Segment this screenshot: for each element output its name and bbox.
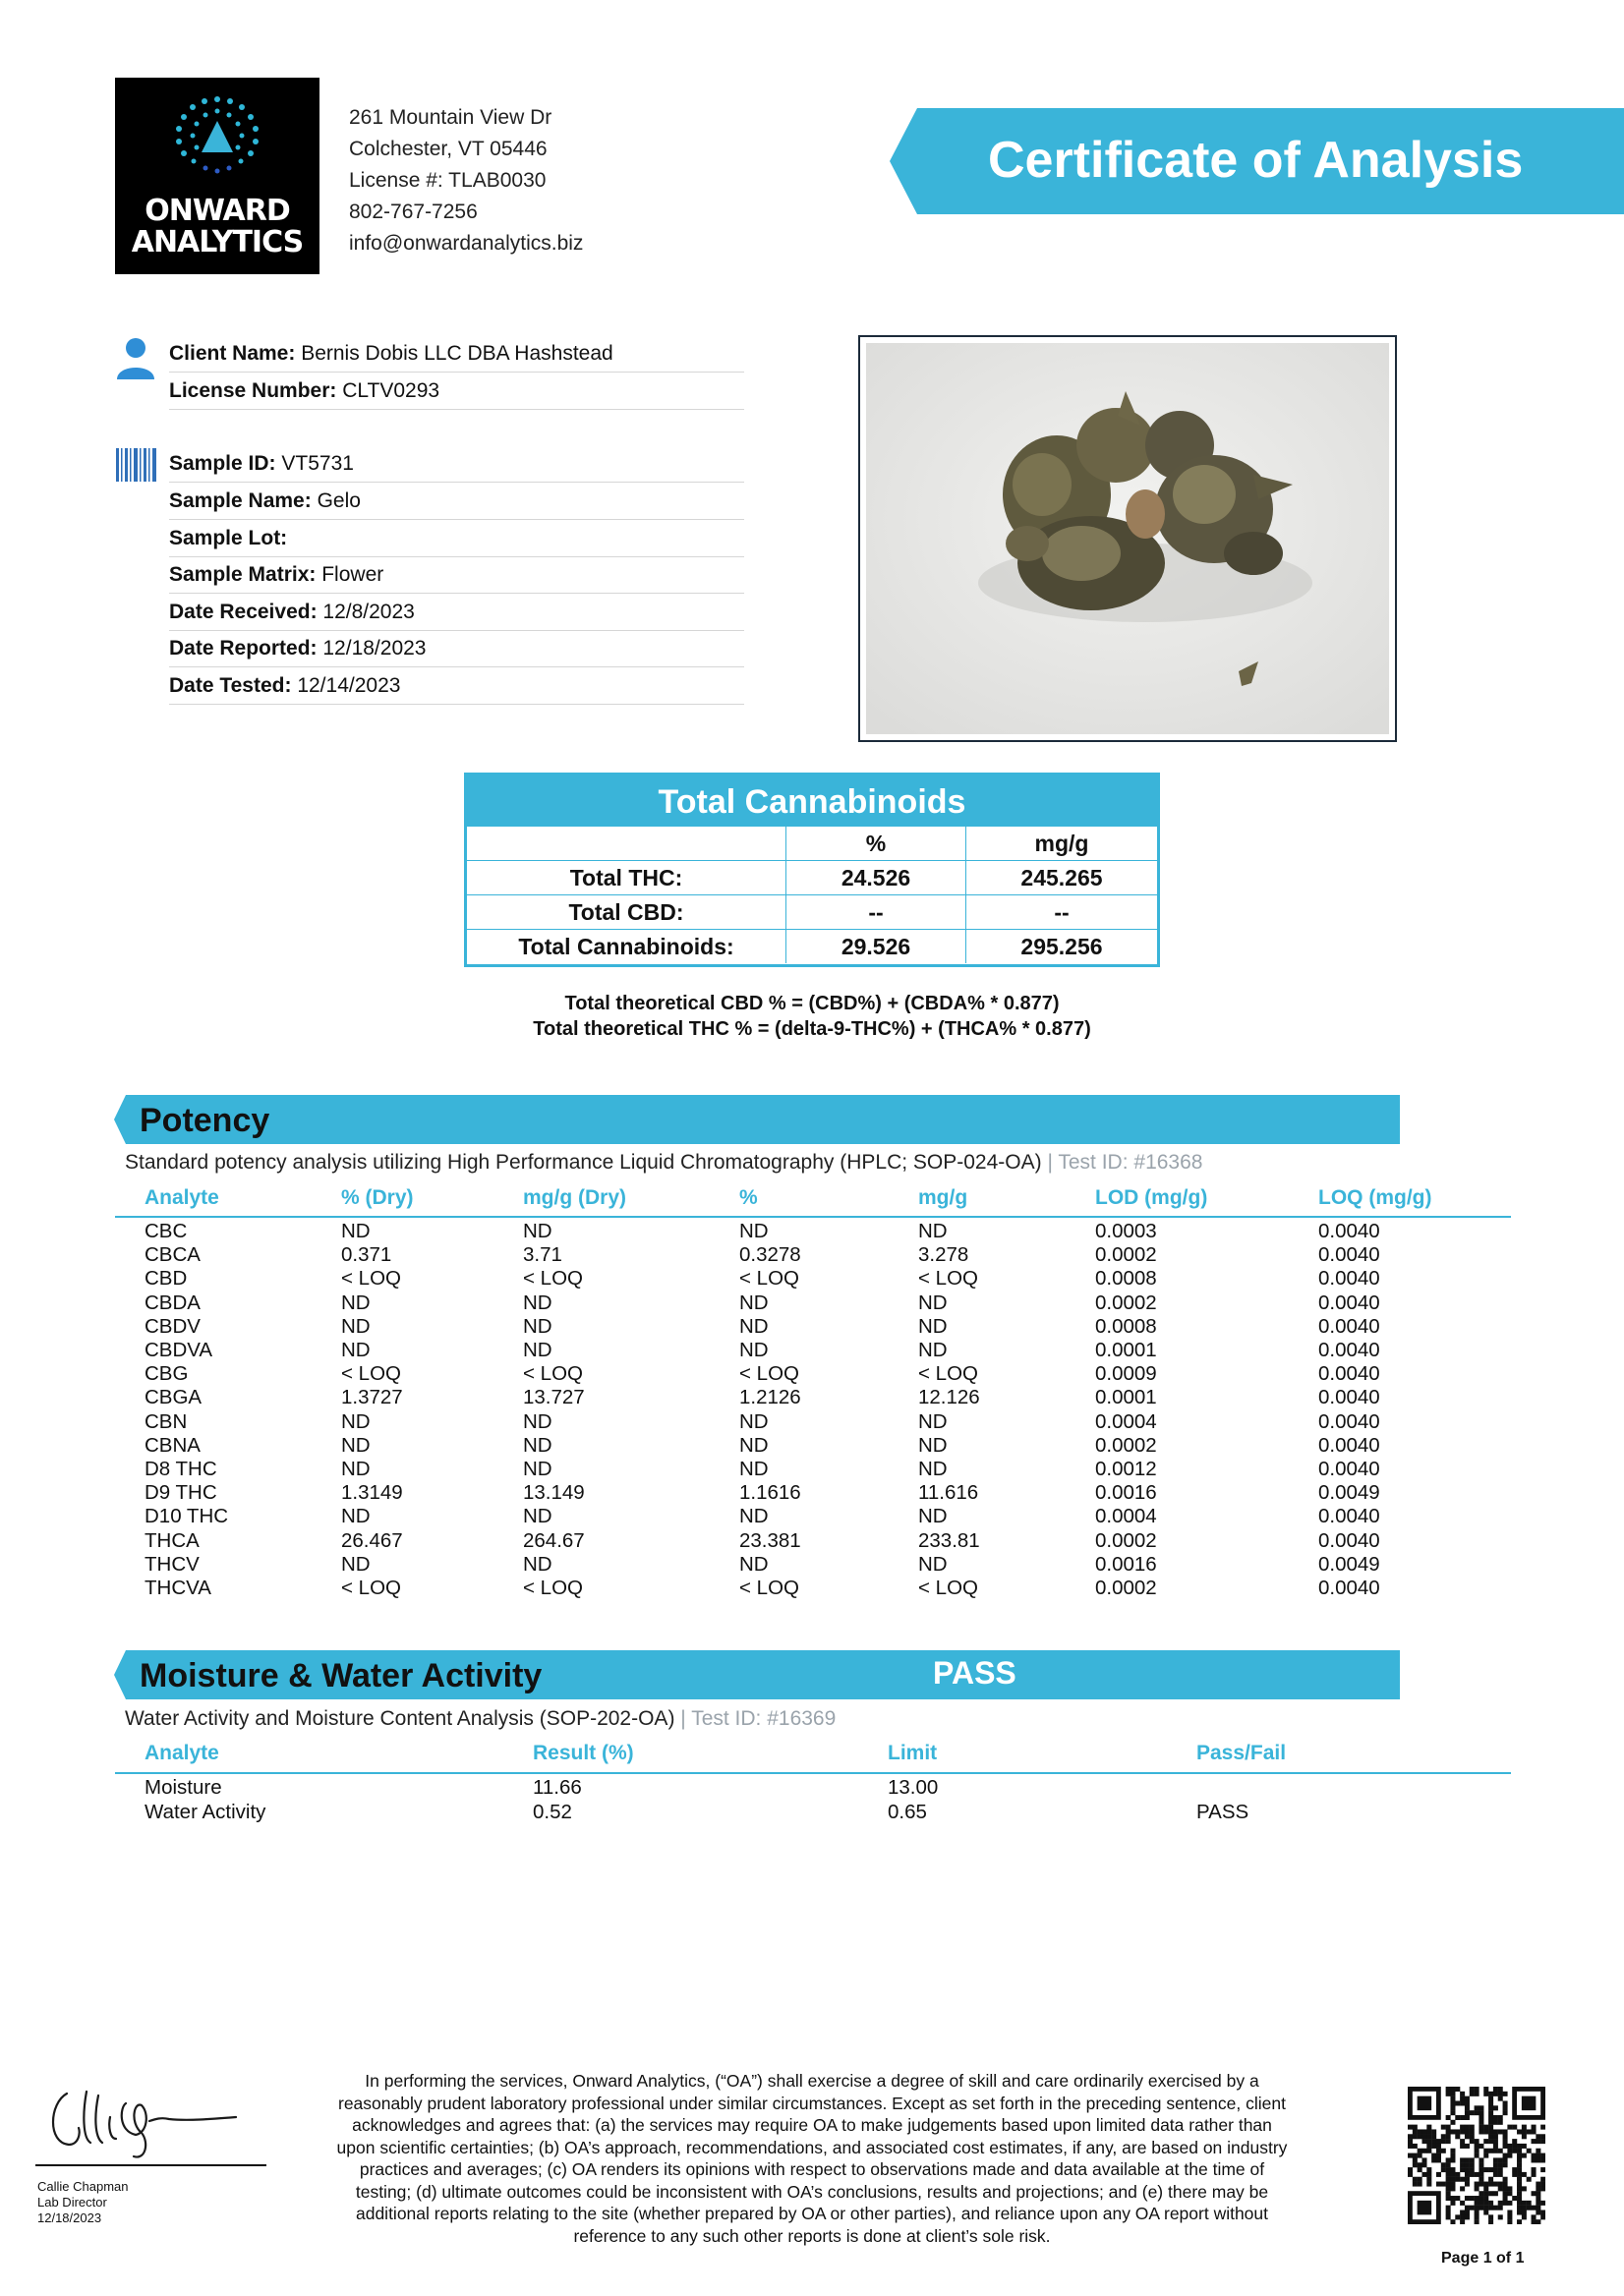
potency-cell: ND xyxy=(523,1314,552,1338)
potency-cell: CBN xyxy=(145,1409,188,1433)
potency-cell: D10 THC xyxy=(145,1505,229,1528)
potency-cell: ND xyxy=(341,1339,371,1361)
potency-cell: ND xyxy=(739,1291,769,1314)
potency-cell: ND xyxy=(523,1220,552,1242)
moisture-cell: 0.65 xyxy=(888,1801,927,1823)
potency-cell: 0.0002 xyxy=(1095,1291,1157,1314)
tc-cell: -- xyxy=(786,895,966,930)
potency-cell: 0.0040 xyxy=(1318,1243,1380,1267)
client-name-value: Bernis Dobis LLC DBA Hashstead xyxy=(301,342,613,365)
moisture-title: Moisture & Water Activity xyxy=(140,1657,543,1694)
potency-cell: ND xyxy=(739,1433,769,1457)
potency-cell: ND xyxy=(523,1458,552,1480)
moisture-cell: 0.52 xyxy=(533,1801,572,1823)
potency-cell: 0.0002 xyxy=(1095,1577,1157,1599)
potency-cell: 0.0016 xyxy=(1095,1481,1157,1505)
potency-cell: 0.0004 xyxy=(1095,1505,1157,1528)
sample-lot-label: Sample Lot: xyxy=(169,527,288,549)
potency-cell: ND xyxy=(341,1409,371,1433)
potency-cell: ND xyxy=(918,1314,948,1338)
potency-cell: ND xyxy=(918,1552,948,1576)
legal-disclaimer xyxy=(290,2070,1334,2247)
sample-id-label: Sample ID: xyxy=(169,452,276,475)
moisture-col-analyte: Analyte xyxy=(145,1742,219,1764)
signature-line xyxy=(35,2164,266,2166)
potency-cell: ND xyxy=(918,1505,948,1528)
tc-cell: 29.526 xyxy=(786,930,966,964)
date-tested-row xyxy=(169,667,744,705)
potency-cell: < LOQ xyxy=(341,1577,401,1599)
potency-col-mgg: mg/g xyxy=(918,1186,968,1209)
potency-cell: ND xyxy=(918,1433,948,1457)
lab-street: 261 Mountain View Dr xyxy=(349,106,552,129)
lab-phone: 802-767-7256 xyxy=(349,201,478,223)
logo-line-1: ONWARD xyxy=(145,194,290,228)
tc-row-total-cannabinoids xyxy=(467,930,1157,964)
potency-col-pct: % xyxy=(739,1186,758,1209)
license-number-label: License Number: xyxy=(169,379,337,402)
lab-city: Colchester, VT 05446 xyxy=(349,138,548,160)
moisture-col-result: Result (%) xyxy=(533,1742,634,1764)
potency-title: Potency xyxy=(140,1102,270,1139)
potency-cell: ND xyxy=(918,1458,948,1480)
potency-cell: ND xyxy=(739,1458,769,1480)
potency-cell: 0.0012 xyxy=(1095,1458,1157,1480)
tc-header-row xyxy=(467,827,1157,861)
potency-header-rule xyxy=(115,1216,1511,1218)
sample-lot-row xyxy=(169,520,744,557)
potency-cell: 0.0001 xyxy=(1095,1339,1157,1361)
cannabis-flower-image xyxy=(860,337,1395,740)
sample-name-value: Gelo xyxy=(317,489,361,512)
potency-cell: 12.126 xyxy=(918,1386,980,1409)
potency-cell: < LOQ xyxy=(523,1577,583,1599)
onward-analytics-logo xyxy=(115,78,319,274)
person-icon xyxy=(114,336,157,381)
potency-cell: 3.71 xyxy=(523,1243,562,1267)
date-reported-row xyxy=(169,630,744,667)
barcode-icon xyxy=(116,448,159,482)
sample-photo xyxy=(858,335,1397,742)
tc-cell: -- xyxy=(966,895,1158,930)
potency-cell: 0.0002 xyxy=(1095,1243,1157,1267)
moisture-cell: Water Activity xyxy=(145,1801,266,1823)
tc-header-percent: % xyxy=(786,827,966,861)
potency-col-loq: LOQ (mg/g) xyxy=(1318,1186,1432,1209)
potency-cell: ND xyxy=(523,1291,552,1314)
potency-cell: 0.0040 xyxy=(1318,1433,1380,1457)
potency-cell: 1.1616 xyxy=(739,1481,801,1505)
potency-cell: 0.0016 xyxy=(1095,1552,1157,1576)
potency-cell: THCA xyxy=(145,1528,200,1552)
tc-cell: 245.265 xyxy=(966,861,1158,895)
potency-cell: 13.727 xyxy=(523,1386,585,1409)
sample-name-row xyxy=(169,483,744,520)
potency-cell: < LOQ xyxy=(341,1362,401,1386)
disclaimer-line: testing; (d) ultimate outcomes could be inconsistent with OA’s conclusions, results and projections; and (e) there may be xyxy=(355,2181,1269,2202)
potency-cell: < LOQ xyxy=(739,1362,799,1386)
potency-cell: CBDV xyxy=(145,1314,201,1338)
potency-cell: 26.467 xyxy=(341,1528,403,1552)
potency-cell: < LOQ xyxy=(739,1267,799,1291)
potency-cell: CBDVA xyxy=(145,1339,213,1361)
thc-formula: Total theoretical THC % = (delta-9-THC%) + (THCA% * 0.877) xyxy=(533,1018,1091,1040)
signer-block xyxy=(37,2179,129,2226)
potency-cell: ND xyxy=(918,1291,948,1314)
tc-row-total-thc xyxy=(467,861,1157,895)
potency-cell: 264.67 xyxy=(523,1528,585,1552)
potency-cell: 0.0040 xyxy=(1318,1291,1380,1314)
potency-cell: ND xyxy=(341,1220,371,1242)
potency-cell: ND xyxy=(523,1552,552,1576)
potency-cell: 13.149 xyxy=(523,1481,585,1505)
potency-cell: ND xyxy=(341,1552,371,1576)
date-reported-label: Date Reported: xyxy=(169,637,318,660)
potency-cell: ND xyxy=(918,1409,948,1433)
lab-email: info@onwardanalytics.biz xyxy=(349,232,584,255)
date-received-label: Date Received: xyxy=(169,601,318,623)
moisture-method: Water Activity and Moisture Content Analysis (SOP-202-OA) xyxy=(125,1707,675,1730)
moisture-test-id: | Test ID: #16369 xyxy=(680,1707,837,1730)
potency-cell: ND xyxy=(918,1339,948,1361)
tc-cell: Total CBD: xyxy=(467,895,786,930)
potency-cell: 0.0040 xyxy=(1318,1386,1380,1409)
potency-cell: 1.2126 xyxy=(739,1386,801,1409)
date-tested-value: 12/14/2023 xyxy=(297,674,401,697)
potency-cell: 0.0040 xyxy=(1318,1339,1380,1361)
potency-method: Standard potency analysis utilizing High Performance Liquid Chromatography (HPLC; SOP-024-OA) xyxy=(125,1151,1042,1174)
potency-cell: ND xyxy=(739,1505,769,1528)
potency-cell: ND xyxy=(341,1505,371,1528)
potency-cell: THCVA xyxy=(145,1577,211,1599)
potency-cell: D9 THC xyxy=(145,1481,217,1505)
signer-name: Callie Chapman xyxy=(37,2179,129,2194)
potency-description xyxy=(125,1151,1202,1175)
signature-image xyxy=(39,2074,246,2162)
date-received-value: 12/8/2023 xyxy=(322,601,415,623)
tc-cell: Total THC: xyxy=(467,861,786,895)
potency-cell: CBNA xyxy=(145,1433,201,1457)
potency-cell: ND xyxy=(523,1339,552,1361)
sample-matrix-label: Sample Matrix: xyxy=(169,563,317,586)
moisture-col-passfail: Pass/Fail xyxy=(1196,1742,1287,1764)
potency-cell: 0.0003 xyxy=(1095,1220,1157,1242)
potency-cell: < LOQ xyxy=(739,1577,799,1599)
sample-id-value: VT5731 xyxy=(281,452,354,475)
potency-cell: ND xyxy=(739,1552,769,1576)
potency-cell: 1.3727 xyxy=(341,1386,403,1409)
tc-cell: 295.256 xyxy=(966,930,1158,964)
potency-cell: ND xyxy=(739,1314,769,1338)
date-received-row xyxy=(169,594,744,631)
potency-cell: ND xyxy=(341,1291,371,1314)
potency-cell: < LOQ xyxy=(918,1362,978,1386)
moisture-status-badge: PASS xyxy=(933,1655,1016,1691)
potency-cell: CBC xyxy=(145,1220,188,1242)
signer-date: 12/18/2023 xyxy=(37,2210,102,2225)
moisture-cell: PASS xyxy=(1196,1801,1249,1823)
potency-cell: 0.0008 xyxy=(1095,1314,1157,1338)
license-number-value: CLTV0293 xyxy=(342,379,440,402)
certificate-banner xyxy=(890,108,1624,214)
potency-cell: CBGA xyxy=(145,1386,203,1409)
moisture-cell: 11.66 xyxy=(533,1776,582,1799)
page-title: Certificate of Analysis xyxy=(988,132,1524,189)
tc-header-mgg: mg/g xyxy=(966,827,1158,861)
potency-cell: 0.0040 xyxy=(1318,1220,1380,1242)
potency-cell: 23.381 xyxy=(739,1528,801,1552)
potency-cell: ND xyxy=(341,1458,371,1480)
sample-name-label: Sample Name: xyxy=(169,489,312,512)
client-name-row xyxy=(169,335,744,373)
potency-cell: 0.0040 xyxy=(1318,1314,1380,1338)
potency-cell: < LOQ xyxy=(523,1362,583,1386)
potency-cell: 0.0001 xyxy=(1095,1386,1157,1409)
potency-cell: D8 THC xyxy=(145,1458,217,1480)
cbd-formula: Total theoretical CBD % = (CBD%) + (CBDA% * 0.877) xyxy=(564,993,1060,1014)
date-tested-label: Date Tested: xyxy=(169,674,292,697)
potency-cell: ND xyxy=(341,1314,371,1338)
moisture-cell: 13.00 xyxy=(888,1776,939,1799)
disclaimer-line: reasonably prudent laboratory professional under similar circumstances. Except as set forth in the preceding sentence, client xyxy=(338,2093,1286,2113)
lab-address xyxy=(349,102,583,259)
page-number: Page 1 of 1 xyxy=(1441,2250,1525,2267)
potency-cell: 0.0009 xyxy=(1095,1362,1157,1386)
potency-cell: 233.81 xyxy=(918,1528,980,1552)
potency-cell: 0.0040 xyxy=(1318,1505,1380,1528)
tc-cell: Total Cannabinoids: xyxy=(467,930,786,964)
potency-cell: 0.0040 xyxy=(1318,1362,1380,1386)
potency-cell: ND xyxy=(523,1505,552,1528)
potency-col-lod: LOD (mg/g) xyxy=(1095,1186,1208,1209)
potency-cell: THCV xyxy=(145,1552,200,1576)
potency-cell: 0.0049 xyxy=(1318,1481,1380,1505)
tc-header-blank xyxy=(467,827,786,861)
sample-matrix-row xyxy=(169,556,744,594)
lab-license: License #: TLAB0030 xyxy=(349,169,547,192)
logo-line-2: ANALYTICS xyxy=(131,225,304,259)
potency-cell: ND xyxy=(739,1339,769,1361)
potency-cell: 0.0049 xyxy=(1318,1552,1380,1576)
potency-cell: 0.0008 xyxy=(1095,1267,1157,1291)
potency-cell: 3.278 xyxy=(918,1243,969,1267)
date-reported-value: 12/18/2023 xyxy=(322,637,427,660)
potency-cell: < LOQ xyxy=(918,1577,978,1599)
moisture-cell: Moisture xyxy=(145,1776,222,1799)
sample-id-row xyxy=(169,445,744,483)
potency-cell: 0.0040 xyxy=(1318,1577,1380,1599)
potency-test-id: | Test ID: #16368 xyxy=(1047,1151,1203,1174)
total-cannabinoids-table xyxy=(464,773,1160,967)
potency-col-pct-dry: % (Dry) xyxy=(341,1186,414,1209)
client-name-label: Client Name: xyxy=(169,342,296,365)
disclaimer-line: additional reports relating to the site (whether prepared by OA or other parties), and reliance upon any OA report without xyxy=(355,2204,1269,2223)
disclaimer-line: upon scientific certainties; (b) OA’s approach, recommendations, and associated cost estimates, if any, are based on industry xyxy=(336,2137,1288,2157)
sample-matrix-value: Flower xyxy=(321,563,384,586)
potency-cell: 0.0040 xyxy=(1318,1409,1380,1433)
potency-cell: < LOQ xyxy=(523,1267,583,1291)
tc-cell: 24.526 xyxy=(786,861,966,895)
potency-cell: 1.3149 xyxy=(341,1481,403,1505)
potency-cell: 0.0040 xyxy=(1318,1528,1380,1552)
total-cannabinoids-title: Total Cannabinoids xyxy=(467,775,1157,827)
potency-col-analyte: Analyte xyxy=(145,1186,219,1209)
disclaimer-line: practices and averages; (c) OA renders its opinions with respect to observations made and data available at the time of xyxy=(359,2159,1265,2179)
potency-cell: ND xyxy=(918,1220,948,1242)
license-number-row xyxy=(169,373,744,410)
potency-cell: ND xyxy=(739,1409,769,1433)
moisture-description xyxy=(125,1707,836,1731)
disclaimer-line: reference to any such other reports is done at client’s sole risk. xyxy=(573,2225,1051,2246)
potency-cell: CBG xyxy=(145,1362,189,1386)
potency-cell: < LOQ xyxy=(918,1267,978,1291)
potency-cell: 0.0004 xyxy=(1095,1409,1157,1433)
moisture-col-limit: Limit xyxy=(888,1742,938,1764)
potency-cell: 0.0002 xyxy=(1095,1528,1157,1552)
potency-cell: ND xyxy=(523,1433,552,1457)
disclaimer-line: In performing the services, Onward Analytics, (“OA”) shall exercise a degree of skill and care ordinarily exercised by a xyxy=(365,2071,1259,2091)
total-cannabinoids-grid xyxy=(467,827,1157,963)
potency-cell: CBCA xyxy=(145,1243,201,1267)
disclaimer-line: acknowledges and agrees that: (a) the services may require OA to make judgements based upon limited data rather than xyxy=(352,2115,1272,2135)
signer-role: Lab Director xyxy=(37,2195,107,2210)
potency-header-shape xyxy=(114,1095,1400,1144)
potency-cell: 0.3278 xyxy=(739,1243,801,1267)
potency-col-mgg-dry: mg/g (Dry) xyxy=(523,1186,626,1209)
potency-cell: ND xyxy=(523,1409,552,1433)
potency-cell: CBDA xyxy=(145,1291,201,1314)
moisture-section-header xyxy=(114,1650,1400,1699)
moisture-header-rule xyxy=(115,1772,1511,1774)
potency-cell: 0.0002 xyxy=(1095,1433,1157,1457)
potency-cell: 11.616 xyxy=(918,1481,979,1505)
potency-cell: 0.371 xyxy=(341,1243,392,1267)
tc-row-total-cbd xyxy=(467,895,1157,930)
potency-cell: ND xyxy=(739,1220,769,1242)
potency-cell: 0.0040 xyxy=(1318,1458,1380,1480)
potency-cell: CBD xyxy=(145,1267,188,1291)
potency-section-header xyxy=(114,1095,1400,1144)
potency-cell: < LOQ xyxy=(341,1267,401,1291)
qr-code-icon[interactable] xyxy=(1408,2087,1545,2224)
potency-cell: ND xyxy=(341,1433,371,1457)
potency-cell: 0.0040 xyxy=(1318,1267,1380,1291)
